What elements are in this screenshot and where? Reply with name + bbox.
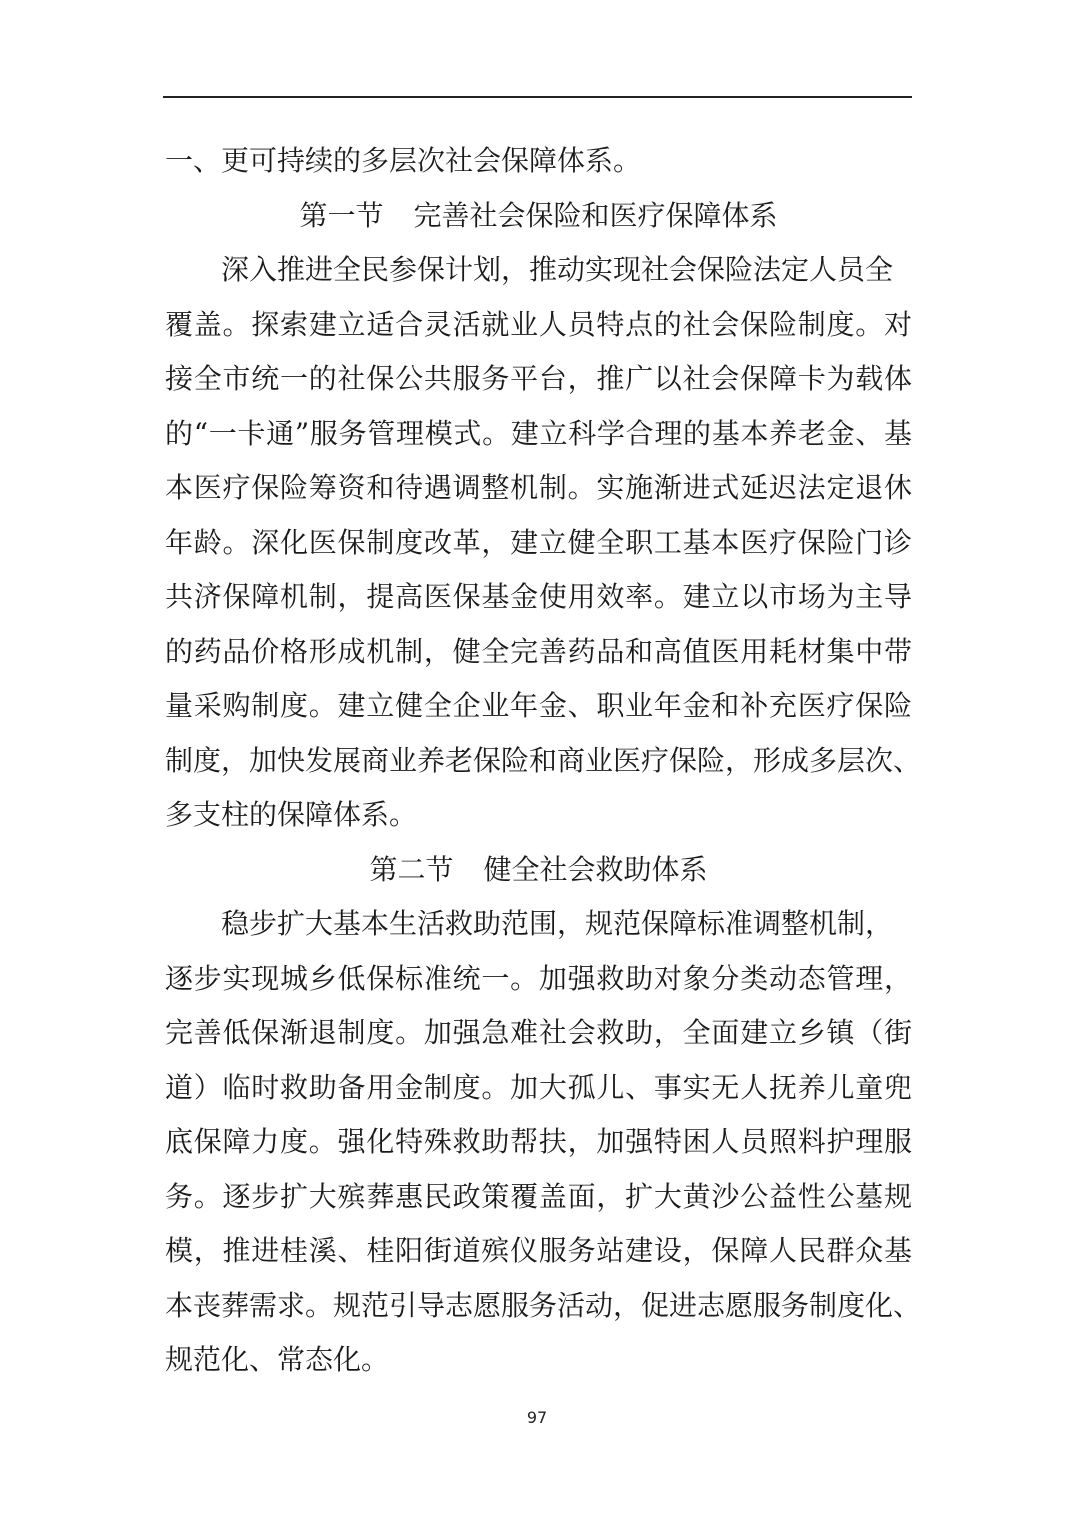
section-1-paragraph — [165, 243, 922, 843]
intro-line: 一、更可持续的多层次社会保障体系。 — [165, 144, 642, 177]
section-title-1: 完善社会保险和医疗保障体系 — [413, 198, 778, 232]
paragraph-line: 本医疗保险筹资和待遇调整机制。实施渐进式延迟法定退休 — [165, 471, 912, 504]
paragraph-line: 制度，加快发展商业养老保险和商业医疗保险，形成多层次、 — [165, 743, 922, 777]
paragraph-line: 底保障力度。强化特殊救助帮扶，加强特困人员照料护理服 — [165, 1125, 912, 1158]
document-body — [165, 134, 922, 1388]
paragraph-line: 道）临时救助备用金制度。加大孤儿、事实无人抚养儿童兜 — [165, 1070, 912, 1104]
section-heading-2 — [165, 843, 912, 898]
page-number: 97 — [526, 1408, 548, 1427]
paragraph-line: 规范化、常态化。 — [165, 1343, 390, 1376]
paragraph-line: 共济保障机制，提高医保基金使用效率。建立以市场为主导 — [165, 580, 912, 613]
paragraph-line: 逐步实现城乡低保标准统一。加强救助对象分类动态管理， — [165, 961, 912, 995]
section-title-2: 健全社会救助体系 — [483, 852, 708, 886]
paragraph-line: 完善低保渐退制度。加强急难社会救助，全面建立乡镇（街 — [165, 1016, 912, 1049]
paragraph-line: 模，推进桂溪、桂阳街道殡仪服务站建设，保障人民群众基 — [165, 1234, 912, 1267]
paragraph-line: 务。逐步扩大殡葬惠民政策覆盖面，扩大黄沙公益性公墓规 — [165, 1179, 912, 1213]
paragraph-line: 稳步扩大基本生活救助范围，规范保障标准调整机制， — [165, 907, 894, 940]
section-2-paragraph — [165, 897, 922, 1388]
paragraph-line: 年龄。深化医保制度改革，建立健全职工基本医疗保险门诊 — [165, 525, 912, 559]
paragraph-line: 的药品价格形成机制，健全完善药品和高值医用耗材集中带 — [165, 634, 912, 668]
paragraph-line: 深入推进全民参保计划，推动实现社会保险法定人员全 — [165, 253, 894, 286]
section-heading-1 — [165, 189, 912, 244]
paragraph-line: 本丧葬需求。规范引导志愿服务活动，促进志愿服务制度化、 — [165, 1288, 922, 1322]
header-rule — [163, 96, 912, 98]
paragraph-line: 的“一卡通”服务管理模式。建立科学合理的基本养老金、基 — [165, 416, 912, 450]
paragraph-line: 多支柱的保障体系。 — [165, 798, 418, 831]
paragraph-line: 覆盖。探索建立适合灵活就业人员特点的社会保险制度。对 — [165, 307, 912, 341]
paragraph-line: 接全市统一的社保公共服务平台，推广以社会保障卡为载体 — [165, 362, 912, 395]
section-number-1: 第一节 — [299, 198, 384, 232]
paragraph-line: 量采购制度。建立健全企业年金、职业年金和补充医疗保险 — [165, 689, 912, 722]
section-number-2: 第二节 — [369, 852, 454, 886]
